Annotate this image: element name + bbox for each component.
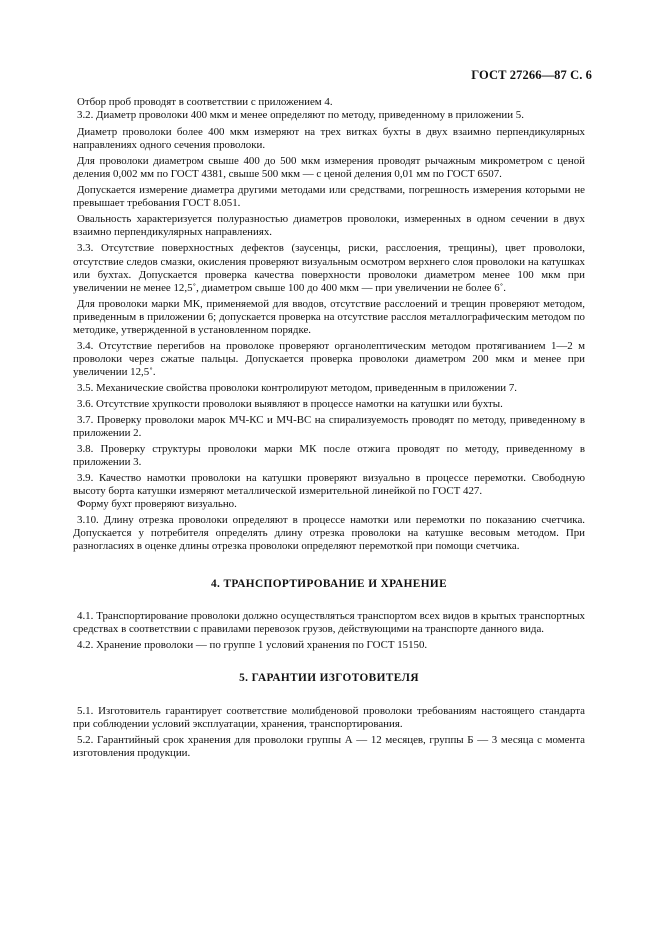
paragraph: 4.2. Хранение проволоки — по группе 1 условий хранения по ГОСТ 15150. [77, 638, 428, 651]
paragraph: 4.1. Транспортирование проволоки должно осуществляться транспортом всех видов в крытых транспортных средствах в соответствии с правилами перевозок грузов, действующими на транспорте данного вида. [73, 609, 585, 635]
page-header: ГОСТ 27266—87 С. 6 [471, 68, 592, 82]
section-4-title: 4. ТРАНСПОРТИРОВАНИЕ И ХРАНЕНИЕ [210, 577, 448, 590]
paragraph: 3.3. Отсутствие поверхностных дефектов (заусенцы, риски, расслоения, трещины), цвет проволоки, отсутствие следов смазки, окисления проверяют визуальным осмотром верхнего слоя проволоки на катушках или бухтах. Допускается проверка качества поверхности проволоки диаметром менее 100 мкм при увеличении не менее 12,5˚, диаметром свыше 100 до 400 мкм — при увеличении не более 6˚. [73, 242, 585, 294]
paragraph: Для проволоки диаметром свыше 400 до 500 мкм измерения проводят рычажным микрометром с ценой деления 0,002 мм по ГОСТ 4381, свыше 500 мкм — с ценой деления 0,01 мм по ГОСТ 6507. [73, 155, 585, 181]
paragraph: Допускается измерение диаметра другими методами или средствами, погрешность измерения которыми не превышает требования ГОСТ 8.051. [73, 184, 585, 210]
paragraph: 5.1. Изготовитель гарантирует соответствие молибденовой проволоки требованиям настоящего стандарта при соблюдении условий эксплуатации, хранения, транспортирования. [73, 704, 585, 730]
section-5-title: 5. ГАРАНТИИ ИЗГОТОВИТЕЛЯ [239, 671, 419, 684]
paragraph: Для проволоки марки МК, применяемой для вводов, отсутствие расслоений и трещин проверяют методом, приведенным в приложении 6; допускается проверка на отсутствие расслоя металлографическим методом по методике, утвержденной в установленном порядке. [73, 297, 585, 336]
paragraph: 3.8. Проверку структуры проволоки марки МК после отжига проводят по методу, приведенному в приложении 3. [73, 443, 585, 469]
paragraph: 3.4. Отсутствие перегибов на проволоке проверяют органолептическим методом протягиванием 1—2 м проволоки через сжатые пальцы. Допускается проверка проволоки диаметром 200 мкм и менее при увеличении 12,5˚. [73, 339, 585, 378]
paragraph: 3.7. Проверку проволоки марок МЧ-КС и МЧ-ВС на спирализуемость проводят по методу, приведенному в приложении 2. [73, 414, 585, 440]
paragraph: 3.2. Диаметр проволоки 400 мкм и менее определяют по методу, приведенному в приложении 5. [77, 109, 524, 122]
paragraph: 3.5. Механические свойства проволоки контролируют методом, приведенным в приложении 7. [77, 381, 518, 394]
paragraph: Овальность характеризуется полуразностью диаметров проволоки, измеренных в одном сечении в двух взаимно перпендикулярных направлениях. [73, 213, 585, 239]
paragraph: Форму бухт проверяют визуально. [77, 498, 237, 511]
document-body [73, 96, 585, 760]
paragraph: 3.10. Длину отрезка проволоки определяют в процессе намотки или перемотки по показанию счетчика. Допускается у потребителя определять длину отрезка проволоки на катушке весовым методом. При разногласиях в оценке длины отрезка проволоки определяют перемоткой при помощи счетчика. [73, 514, 585, 553]
paragraph: Отбор проб проводят в соответствии с приложением 4. [77, 96, 333, 108]
paragraph: 3.9. Качество намотки проволоки на катушки проверяют визуально в процессе перемотки. Свободную высоту борта катушки измеряют металлической измерительной линейкой по ГОСТ 427. [73, 472, 585, 498]
paragraph: 3.6. Отсутствие хрупкости проволоки выявляют в процессе намотки на катушки или бухты. [77, 397, 503, 410]
paragraph: 5.2. Гарантийный срок хранения для проволоки группы А — 12 месяцев, группы Б — 3 месяца с момента изготовления продукции. [73, 733, 585, 759]
paragraph: Диаметр проволоки более 400 мкм измеряют на трех витках бухты в двух взаимно перпендикулярных направлениях одного сечения проволоки. [73, 126, 585, 152]
